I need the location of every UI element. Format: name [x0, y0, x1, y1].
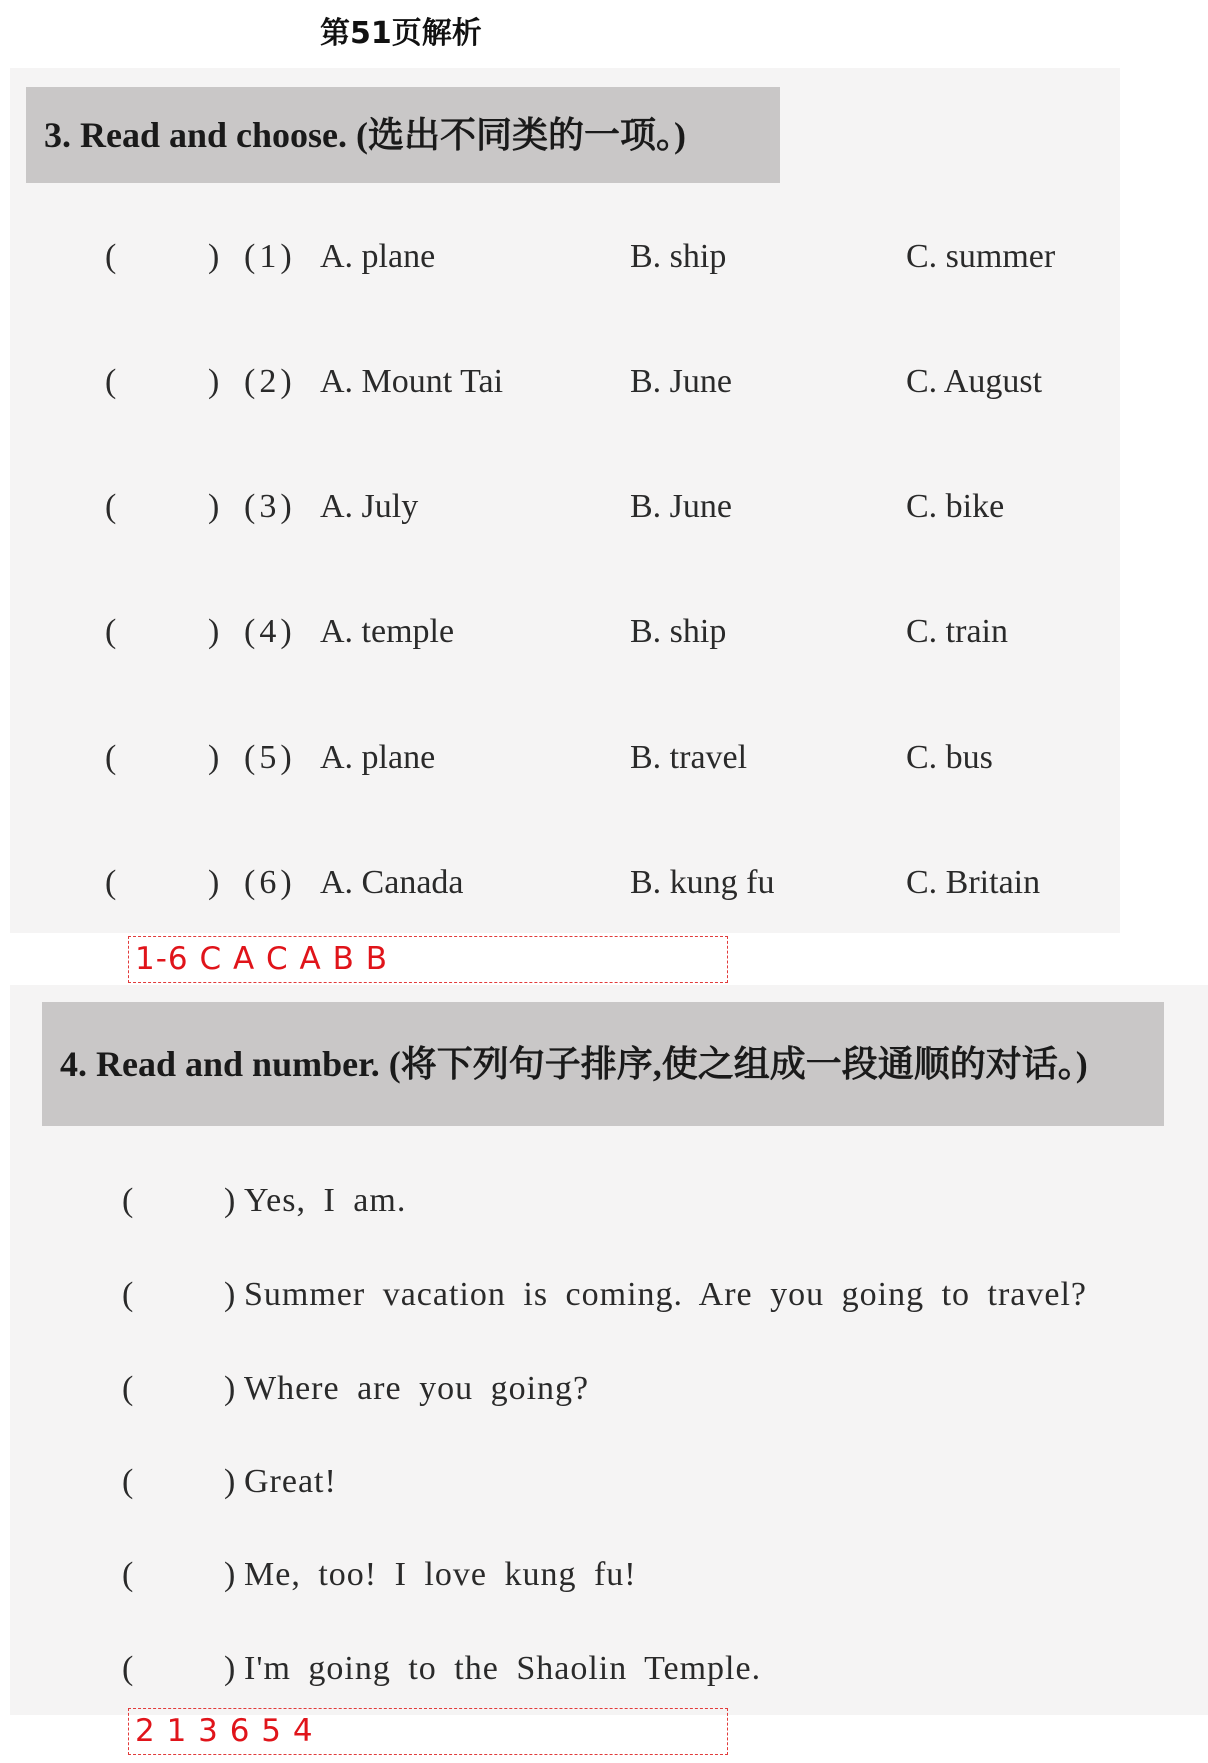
answer-blank-open: (: [122, 1370, 135, 1407]
dialogue-sentence: Me, too! I love kung fu!: [244, 1556, 637, 1593]
dialogue-row: [0, 1276, 1208, 1336]
answer-blank-close: ): [208, 488, 220, 525]
dialogue-row: [0, 1370, 1208, 1430]
answer-key-section-3: 1-6 C A C A B B: [128, 936, 728, 983]
answer-blank-close: ): [208, 238, 220, 275]
question-row: [0, 864, 1208, 924]
option-c: C. bike: [906, 488, 1005, 525]
option-a: A. Canada: [320, 864, 464, 901]
question-row: [0, 739, 1208, 799]
question-number: (2): [244, 363, 296, 400]
answer-blank-open: (: [105, 488, 117, 525]
option-a: A. temple: [320, 613, 455, 650]
option-b: B. travel: [630, 739, 748, 776]
answer-blank-close: ): [208, 864, 220, 901]
answer-blank-open: (: [105, 613, 117, 650]
option-b: B. kung fu: [630, 864, 775, 901]
page-title: 第51页解析: [320, 16, 482, 51]
answer-key-section-4: 2 1 3 6 5 4: [128, 1708, 728, 1755]
option-b: B. ship: [630, 613, 727, 650]
answer-blank-open: (: [105, 238, 117, 275]
answer-blank-open: (: [105, 739, 117, 776]
answer-blank-close: ): [224, 1463, 237, 1500]
option-c: C. Britain: [906, 864, 1041, 901]
dialogue-row: [0, 1182, 1208, 1242]
question-row: [0, 238, 1208, 298]
option-c: C. August: [906, 363, 1043, 400]
question-number: (4): [244, 613, 296, 650]
question-number: (6): [244, 864, 296, 901]
answer-blank-close: ): [224, 1370, 237, 1407]
option-a: A. July: [320, 488, 419, 525]
option-b: B. June: [630, 488, 732, 525]
dialogue-sentence: Summer vacation is coming. Are you going to travel?: [244, 1276, 1088, 1313]
answer-blank-close: ): [224, 1556, 237, 1593]
option-b: B. ship: [630, 238, 727, 275]
answer-blank-close: ): [208, 613, 220, 650]
section-3-header: 3. Read and choose. (选出不同类的一项。): [26, 87, 780, 183]
dialogue-sentence: Where are you going?: [244, 1370, 590, 1407]
answer-blank-open: (: [105, 864, 117, 901]
question-row: [0, 363, 1208, 423]
answer-blank-open: (: [122, 1276, 135, 1313]
option-b: B. June: [630, 363, 732, 400]
answer-blank-close: ): [224, 1182, 237, 1219]
section-4-header: 4. Read and number. (将下列句子排序,使之组成一段通顺的对话。): [42, 1002, 1164, 1126]
dialogue-sentence: Yes, I am.: [244, 1182, 407, 1219]
dialogue-row: [0, 1556, 1208, 1616]
question-number: (5): [244, 739, 296, 776]
answer-blank-open: (: [122, 1182, 135, 1219]
question-row: [0, 613, 1208, 673]
answer-blank-close: ): [224, 1650, 237, 1687]
answer-blank-open: (: [122, 1463, 135, 1500]
option-a: A. plane: [320, 739, 436, 776]
answer-blank-close: ): [224, 1276, 237, 1313]
answer-blank-open: (: [105, 363, 117, 400]
answer-blank-open: (: [122, 1556, 135, 1593]
dialogue-sentence: Great!: [244, 1463, 337, 1500]
question-number: (1): [244, 238, 296, 275]
option-c: C. summer: [906, 238, 1056, 275]
option-c: C. train: [906, 613, 1008, 650]
question-number: (3): [244, 488, 296, 525]
answer-blank-close: ): [208, 739, 220, 776]
dialogue-row: [0, 1650, 1208, 1710]
question-row: [0, 488, 1208, 548]
option-a: A. Mount Tai: [320, 363, 504, 400]
answer-blank-open: (: [122, 1650, 135, 1687]
option-a: A. plane: [320, 238, 436, 275]
dialogue-row: [0, 1463, 1208, 1523]
option-c: C. bus: [906, 739, 993, 776]
dialogue-sentence: I'm going to the Shaolin Temple.: [244, 1650, 762, 1687]
answer-blank-close: ): [208, 363, 220, 400]
